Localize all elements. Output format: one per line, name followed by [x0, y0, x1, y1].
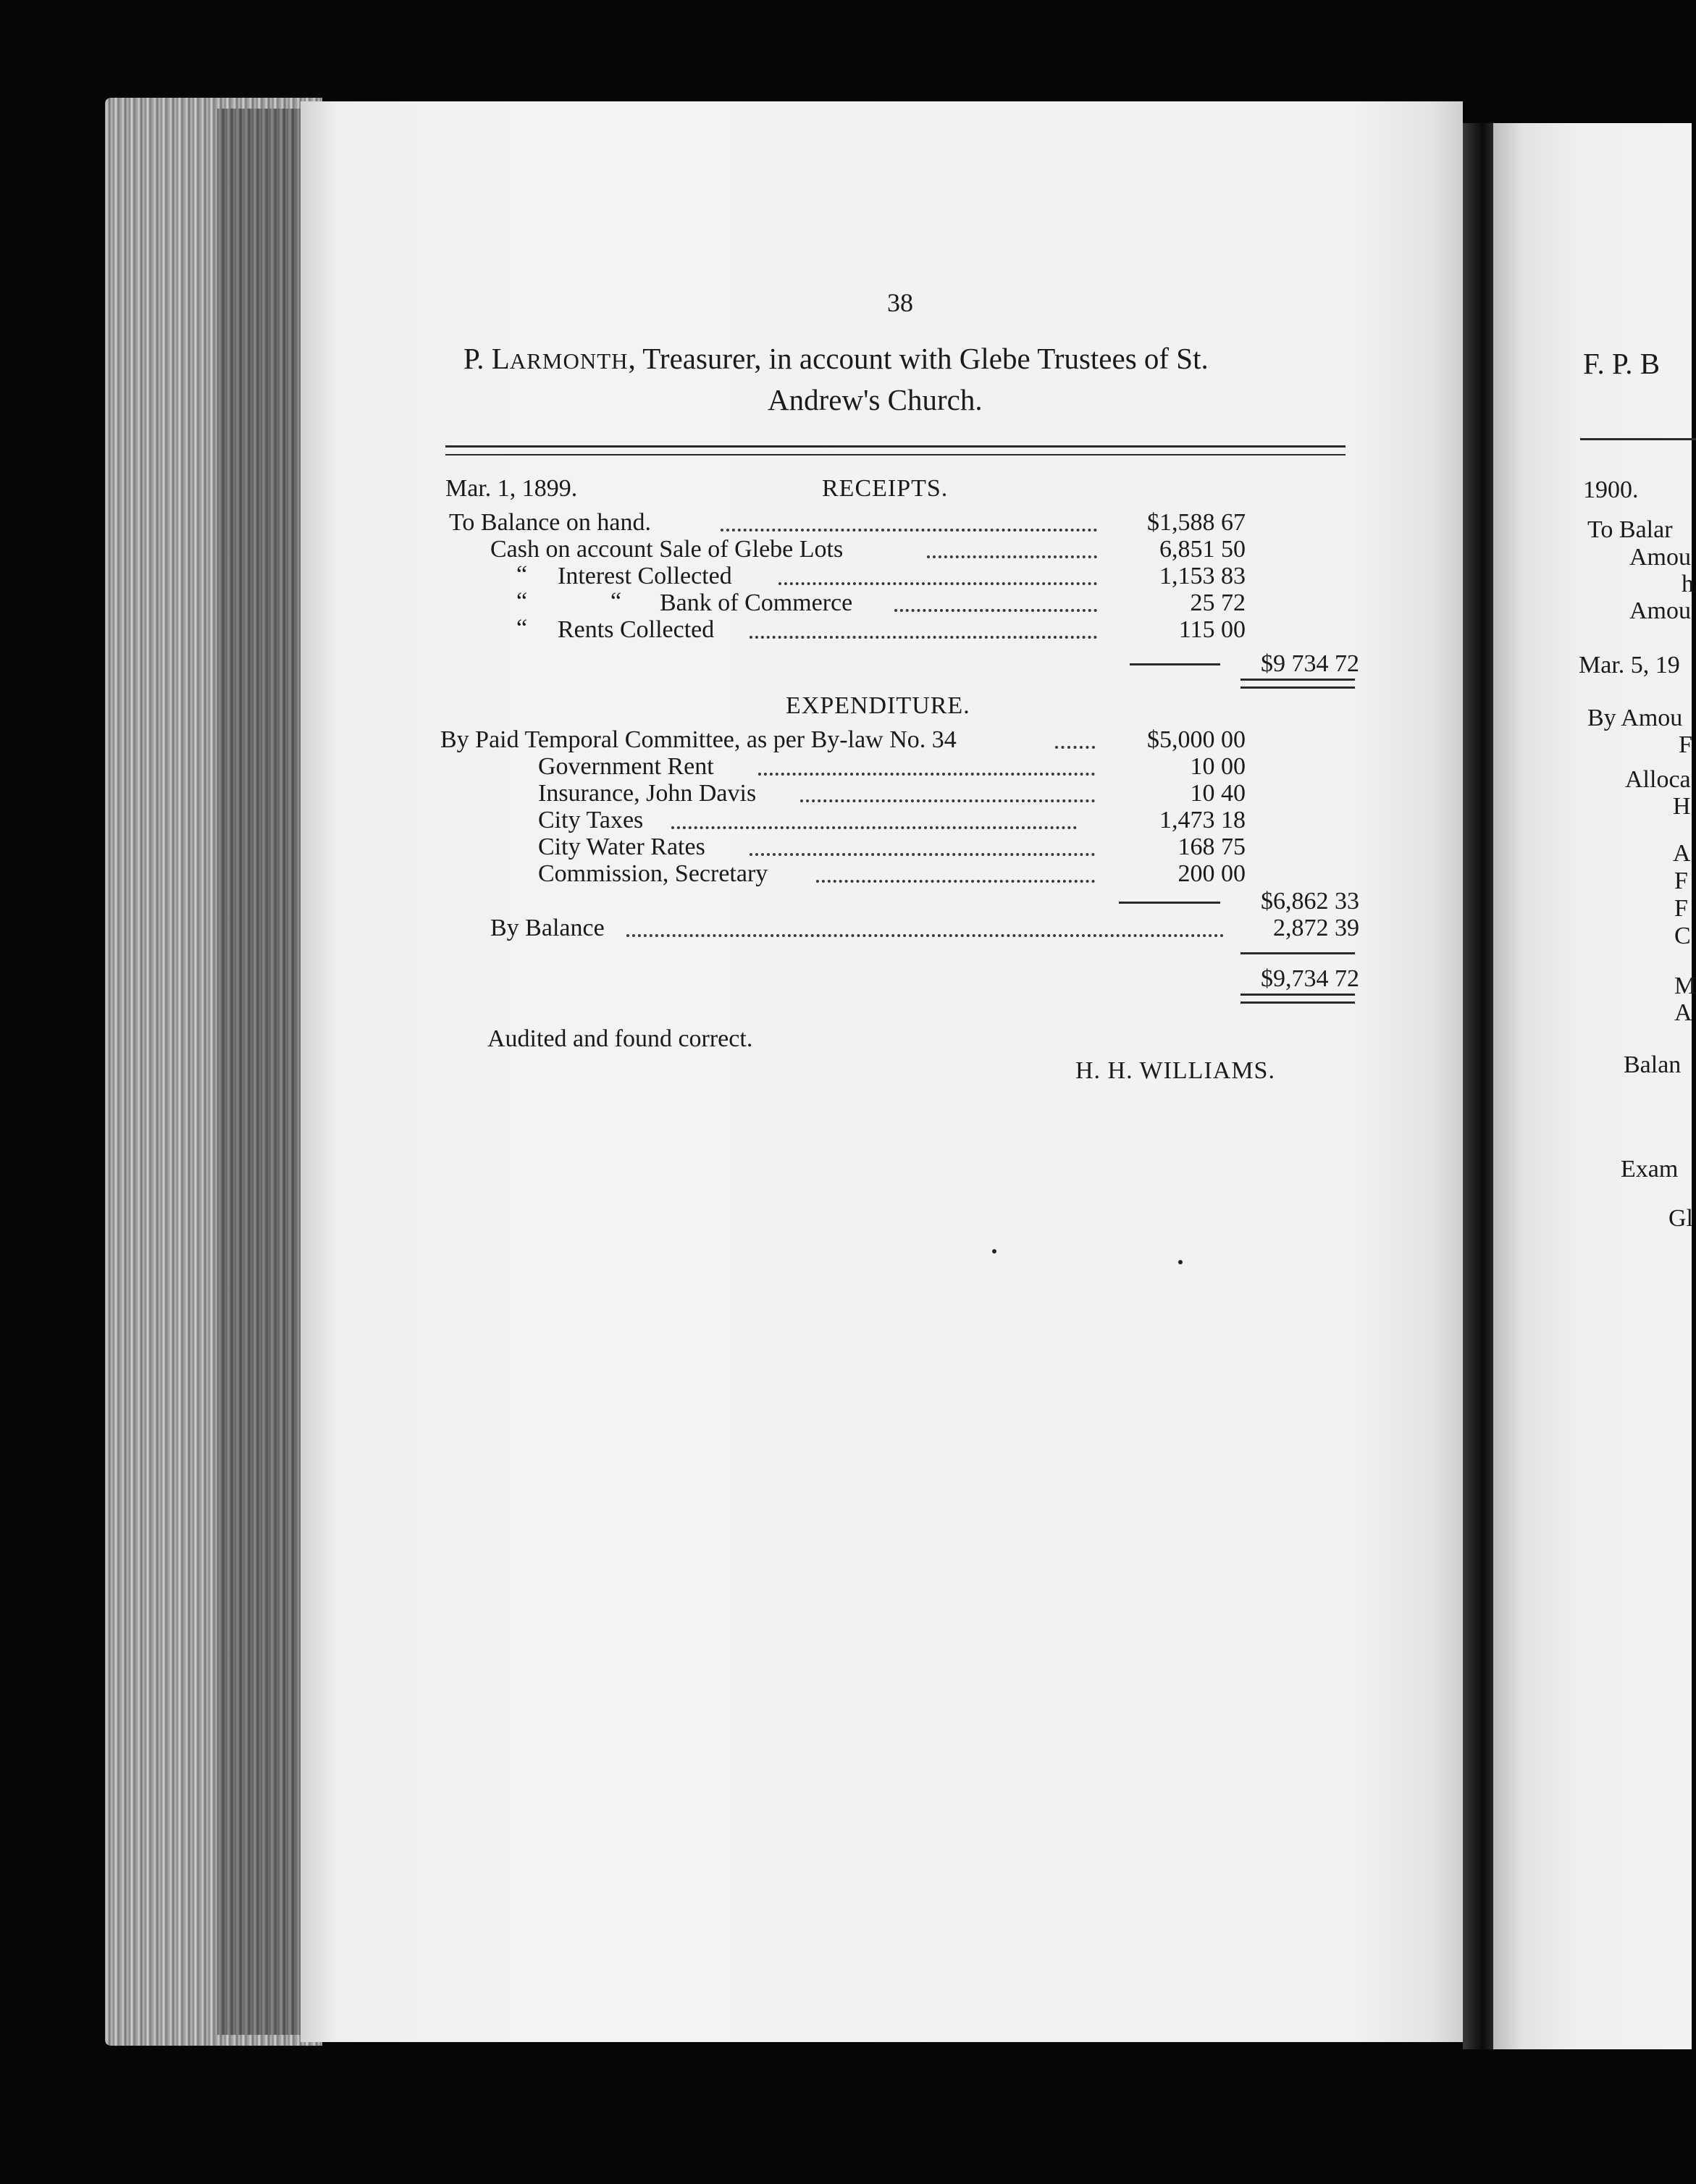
expenditure-label-5: City Water Rates — [538, 833, 705, 860]
receipt-ditto-5: “ — [516, 615, 528, 642]
grand-total: $9,734 72 — [1261, 965, 1359, 992]
leader-dots — [626, 931, 1224, 937]
leader-dots — [1055, 743, 1095, 749]
right-line: Amou — [1629, 544, 1691, 571]
expenditure-amount-5: 168 75 — [1177, 833, 1246, 860]
receipts-total: $9 734 72 — [1261, 650, 1359, 677]
right-line: Exam — [1621, 1156, 1679, 1183]
right-line: Balan — [1624, 1051, 1682, 1078]
receipt-label-3: Interest Collected — [558, 563, 732, 589]
grand-total-double-rule — [1240, 994, 1355, 1004]
expenditure-total: $6,862 33 — [1261, 888, 1359, 915]
leader-dots — [778, 579, 1097, 585]
right-line: 1900. — [1583, 476, 1639, 503]
heading-line-1 — [463, 344, 1209, 374]
leader-dots — [721, 526, 1097, 532]
right-line: By Amou — [1587, 705, 1683, 731]
expenditure-amount-4: 1,473 18 — [1159, 807, 1246, 833]
receipt-ditto-3: “ — [516, 561, 528, 588]
heading-name-rest: ARMONTH — [509, 348, 629, 374]
right-line: M — [1674, 973, 1696, 999]
leader-dots — [750, 850, 1095, 856]
receipt-ditto-4: “ — [516, 588, 528, 615]
receipt-label-4: Bank of Commerce — [660, 589, 853, 616]
leader-dots — [758, 770, 1095, 776]
right-line: To Balar — [1587, 516, 1673, 543]
leader-dots — [894, 606, 1097, 612]
balance-label: By Balance — [490, 915, 605, 941]
leader-dots — [927, 553, 1097, 558]
heading-name-initial: P. — [463, 342, 492, 375]
receipt-label-1: To Balance on hand. — [449, 509, 651, 536]
right-line: F — [1674, 868, 1688, 894]
receipt-amount-4: 25 72 — [1190, 589, 1246, 616]
right-line: F — [1674, 895, 1688, 922]
grand-total-rule — [1240, 952, 1355, 954]
expenditure-label-4: City Taxes — [538, 807, 644, 833]
expenditure-amount-2: 10 00 — [1190, 753, 1246, 780]
total-double-rule — [1240, 679, 1355, 689]
heading-name-cap: L — [491, 342, 510, 375]
right-line: Alloca — [1625, 766, 1691, 793]
right-heading-rule — [1580, 438, 1696, 440]
book-gutter — [1463, 123, 1495, 2049]
subtotal-rule — [1119, 902, 1220, 904]
heading-rule-bottom — [445, 454, 1346, 455]
page-speck — [1178, 1260, 1183, 1264]
expenditure-amount-3: 10 40 — [1190, 780, 1246, 807]
page-speck — [992, 1249, 996, 1253]
leader-dots — [800, 797, 1095, 802]
auditor-signature: H. H. WILLIAMS. — [1075, 1057, 1275, 1084]
expenditure-label-6: Commission, Secretary — [538, 860, 768, 887]
receipt-ditto2-4: “ — [610, 588, 622, 615]
right-line: C — [1674, 923, 1691, 949]
expenditure-label-1: By Paid Temporal Committee, as per By-law No. 34 — [440, 726, 957, 753]
left-page — [301, 101, 1463, 2042]
expenditure-label-2: Government Rent — [538, 753, 714, 780]
right-page-cropped — [1493, 123, 1696, 2049]
page-number: 38 — [887, 288, 913, 317]
receipt-amount-5: 115 00 — [1178, 616, 1246, 643]
right-line: H — [1673, 793, 1691, 820]
right-line: Amou — [1629, 597, 1691, 624]
leader-dots — [750, 633, 1097, 639]
right-line: Gl — [1668, 1205, 1693, 1232]
receipt-label-2: Cash on account Sale of Glebe Lots — [490, 536, 844, 563]
page-edges-shadow — [217, 109, 304, 2035]
account-date: Mar. 1, 1899. — [445, 475, 578, 502]
leader-dots — [816, 877, 1095, 883]
right-heading: F. P. B — [1583, 347, 1661, 380]
heading-line-1-rest: , Treasurer, in account with Glebe Trustees of St. — [628, 342, 1209, 375]
expenditure-amount-6: 200 00 — [1177, 860, 1246, 887]
leader-dots — [671, 823, 1077, 829]
receipt-amount-3: 1,153 83 — [1159, 563, 1246, 589]
heading-rule-top — [445, 445, 1346, 448]
receipt-label-5: Rents Collected — [558, 616, 715, 643]
expenditure-amount-1: $5,000 00 — [1147, 726, 1246, 753]
expenditure-title: EXPENDITURE. — [786, 692, 970, 719]
receipt-amount-1: $1,588 67 — [1147, 509, 1246, 536]
right-line: h — [1682, 571, 1694, 597]
audit-note: Audited and found correct. — [487, 1025, 753, 1052]
receipts-title: RECEIPTS. — [822, 475, 949, 502]
right-line: A — [1674, 999, 1692, 1026]
expenditure-label-3: Insurance, John Davis — [538, 780, 757, 807]
right-line: Mar. 5, 19 — [1579, 652, 1680, 679]
balance-amount: 2,872 39 — [1273, 915, 1359, 941]
right-line: F — [1679, 731, 1692, 758]
right-line: A — [1673, 840, 1691, 867]
receipt-amount-2: 6,851 50 — [1159, 536, 1246, 563]
heading-line-2: Andrew's Church. — [768, 383, 983, 416]
subtotal-rule — [1130, 663, 1220, 665]
